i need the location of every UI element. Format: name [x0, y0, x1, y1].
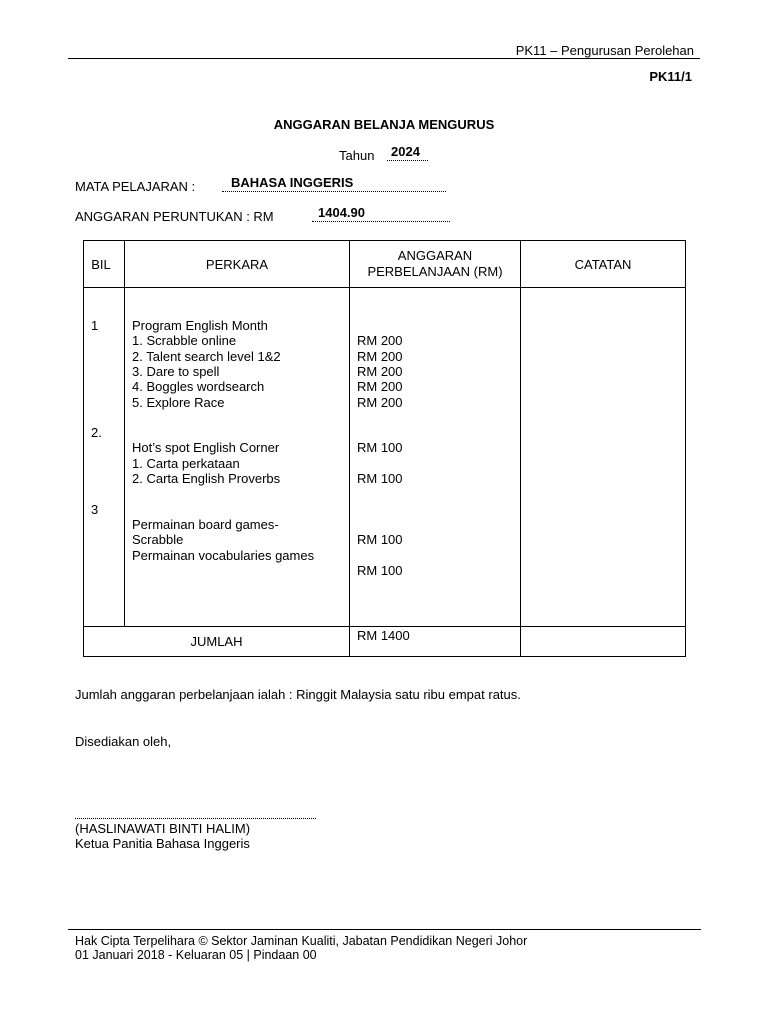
total-value: RM 1400 [350, 627, 521, 657]
perkara-item: 3. Dare to spell [132, 363, 220, 379]
year-value: 2024 [391, 144, 420, 159]
perkara-item: Permainan vocabularies games [132, 547, 315, 563]
header-anggaran-line1: ANGGARAN [397, 248, 473, 263]
header-perkara: PERKARA [125, 241, 350, 288]
perkara-item: Scrabble [132, 532, 184, 548]
amount-item: RM 200 [357, 333, 403, 349]
header-anggaran-line2: PERBELANJAAN (RM) [367, 264, 503, 279]
summary-statement: Jumlah anggaran perbelanjaan ialah : Ringgit Malaysia satu ribu empat ratus. [75, 687, 521, 702]
subject-dotted-line [222, 191, 446, 192]
perkara-item: Permainan board games- [132, 517, 279, 532]
footer-edition: 01 Januari 2018 - Keluaran 05 | Pindaan 00 [75, 948, 317, 962]
prepared-by-label: Disediakan oleh, [75, 734, 172, 749]
subject-label: MATA PELAJARAN : [75, 179, 196, 194]
perkara-item: 1. Carta perkataan [132, 455, 240, 471]
signatory-name: (HASLINAWATI BINTI HALIM) [75, 821, 251, 836]
amount-item: RM 200 [357, 379, 403, 395]
amount-item: RM 100 [357, 440, 403, 456]
year-dotted-line [387, 160, 428, 161]
header-bil: BIL [84, 241, 125, 288]
form-code: PK11/1 [649, 69, 692, 84]
catatan-cell [521, 288, 686, 627]
table-total-row [84, 627, 686, 657]
header-anggaran [350, 241, 521, 288]
amount-item: RM 200 [357, 363, 403, 379]
perkara-item: 4. Boggles wordsearch [132, 379, 265, 395]
amount-item: RM 200 [357, 394, 403, 410]
amount-cell [350, 288, 521, 627]
total-label: JUMLAH [84, 627, 350, 657]
bil-cell [84, 288, 125, 627]
footer-rule [68, 929, 701, 930]
allocation-label: ANGGARAN PERUNTUKAN : RM [75, 209, 274, 224]
amount-item: RM 100 [357, 562, 403, 578]
perkara-item: 1. Scrabble online [132, 333, 237, 349]
budget-table [83, 240, 686, 657]
table-header-row [84, 241, 686, 288]
footer-copyright: Hak Cipta Terpelihara © Sektor Jaminan Kualiti, Jabatan Pendidikan Negeri Johor [75, 934, 528, 948]
bil-2: 2. [91, 425, 102, 440]
running-header-title: PK11 – Pengurusan Perolehan [515, 43, 694, 58]
signature-dotted-line [75, 818, 316, 819]
perkara-item: 2. Carta English Proverbs [132, 471, 281, 486]
perkara-cell [125, 288, 350, 627]
header-catatan: CATATAN [521, 241, 686, 288]
allocation-dotted-line [312, 221, 450, 222]
perkara-item: 2. Talent search level 1&2 [132, 348, 281, 364]
perkara-item: Hot’s spot English Corner [132, 440, 280, 456]
perkara-item: 5. Explore Race [132, 394, 225, 410]
allocation-value: 1404.90 [318, 205, 365, 220]
subject-value: BAHASA INGGERIS [231, 175, 354, 190]
amount-item: RM 200 [357, 348, 403, 364]
bil-3: 3 [91, 502, 99, 517]
table-body-row [84, 288, 686, 627]
year-label: Tahun [339, 148, 375, 163]
amount-item: RM 100 [357, 471, 403, 486]
bil-1: 1 [91, 318, 99, 333]
document-title: ANGGARAN BELANJA MENGURUS [273, 117, 495, 132]
header-rule [68, 58, 700, 59]
total-catatan-cell [521, 627, 686, 657]
amount-item: RM 100 [357, 532, 403, 548]
perkara-item: Program English Month [132, 318, 268, 333]
signatory-position: Ketua Panitia Bahasa Inggeris [75, 836, 250, 851]
